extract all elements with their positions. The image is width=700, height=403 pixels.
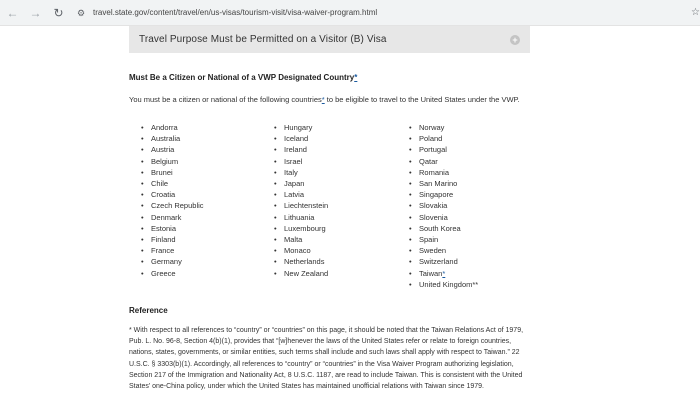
country-list-item-taiwan	[409, 268, 478, 279]
taiwan-footnote-link[interactable]: *	[442, 268, 446, 278]
site-settings-icon[interactable]: ⚙	[77, 7, 86, 18]
country-list-item: • Malta	[274, 234, 328, 245]
country-list-item: • Greece	[141, 268, 204, 279]
country-list-item: • Monaco	[274, 245, 328, 256]
country-list-item: • Italy	[274, 167, 328, 178]
country-list-item: • Lithuania	[274, 212, 328, 223]
country-list-item: • Ireland	[274, 144, 328, 155]
bookmark-star-icon[interactable]: ☆	[691, 7, 700, 18]
country-list-col2	[274, 122, 328, 279]
country-list-item: • Chile	[141, 178, 204, 189]
address-bar[interactable]	[77, 4, 677, 22]
country-list-item: • Slovakia	[409, 200, 478, 211]
country-list-item-uk: • United Kingdom**	[409, 279, 478, 290]
lead-before: You must be a citizen or national of the following countries	[129, 95, 322, 104]
accordion-title: Travel Purpose Must be Permitted on a Visitor (B) Visa	[139, 34, 387, 45]
country-list-item: • Austria	[141, 144, 204, 155]
country-list-item: • Israel	[274, 156, 328, 167]
country-list-col3	[409, 122, 478, 290]
accordion-travel-purpose[interactable]	[129, 26, 530, 53]
address-bar-url: travel.state.gov/content/travel/en/us-visas/tourism-visit/visa-waiver-program.html	[93, 8, 378, 17]
citizen-heading-text: Must Be a Citizen or National of a VWP Designated Country	[129, 73, 355, 82]
country-list-col1	[141, 122, 204, 279]
country-list-item: • Portugal	[409, 144, 478, 155]
lead-footnote-link[interactable]: *	[321, 95, 325, 104]
country-list-item: • Norway	[409, 122, 478, 133]
forward-arrow-icon[interactable]: →	[29, 5, 42, 20]
country-list-item: • Finland	[141, 234, 204, 245]
country-list-item: • Hungary	[274, 122, 328, 133]
country-list-item: • Romania	[409, 167, 478, 178]
reload-icon[interactable]: ↻	[53, 5, 64, 20]
country-list-item: • Germany	[141, 256, 204, 267]
country-list-item: • Iceland	[274, 133, 328, 144]
country-list-item: • Sweden	[409, 245, 478, 256]
country-list-item: • New Zealand	[274, 268, 328, 279]
country-list-item: • Poland	[409, 133, 478, 144]
country-list-item: • Andorra	[141, 122, 204, 133]
country-list-item: • San Marino	[409, 178, 478, 189]
country-list-item: • Japan	[274, 178, 328, 189]
country-list-item: • Estonia	[141, 223, 204, 234]
country-list-item: • Slovenia	[409, 212, 478, 223]
country-list-item: • Latvia	[274, 189, 328, 200]
reference-text: * With respect to all references to “country” or “countries” on this page, it should be noted that the Taiwan Relations Act of 1979, Pub. L. No. 96-8, Section 4(b)(1), provides that “[w]henever the laws of the United States refer or relate to foreign countries, nations, states, governments, or similar entities, such terms shall include and such laws shall apply with respect to Taiwan.” 22 U.S.C. § 3303(b)(1). Accordingly, all references to “country” or “countries” in the Visa Waiver Program authorizing legislation, Section 217 of the Immigration and Nationality Act, 8 U.S.C. 1187, are read to include Taiwan. This is consistent with the United States’ one-China policy, under which the United States has maintained unofficial relations with Taiwan since 1979.	[129, 327, 524, 391]
country-list-item: • Croatia	[141, 189, 204, 200]
country-list-item: • France	[141, 245, 204, 256]
country-list-item: • Luxembourg	[274, 223, 328, 234]
country-list-item: • Australia	[141, 133, 204, 144]
country-list-item: • South Korea	[409, 223, 478, 234]
country-list-item: • Belgium	[141, 156, 204, 167]
citizen-heading-footnote-link[interactable]: *	[354, 73, 358, 82]
country-list-item: • Qatar	[409, 156, 478, 167]
country-list-item: • Brunei	[141, 167, 204, 178]
reference-heading: Reference	[129, 306, 168, 315]
taiwan-label: Taiwan	[419, 268, 443, 278]
back-arrow-icon[interactable]: ←	[6, 5, 19, 20]
expand-plus-icon[interactable]: +	[510, 35, 520, 45]
citizen-lead-text	[129, 95, 520, 104]
country-list-item: • Netherlands	[274, 256, 328, 267]
citizen-heading	[129, 73, 357, 82]
country-list-item: • Spain	[409, 234, 478, 245]
browser-toolbar	[0, 0, 700, 26]
country-list-item: • Czech Republic	[141, 200, 204, 211]
lead-after: to be eligible to travel to the United States under the VWP.	[324, 95, 520, 104]
country-list-item: • Switzerland	[409, 256, 478, 267]
country-list-item: • Liechtenstein	[274, 200, 328, 211]
country-list-item: • Singapore	[409, 189, 478, 200]
country-list-item: • Denmark	[141, 212, 204, 223]
